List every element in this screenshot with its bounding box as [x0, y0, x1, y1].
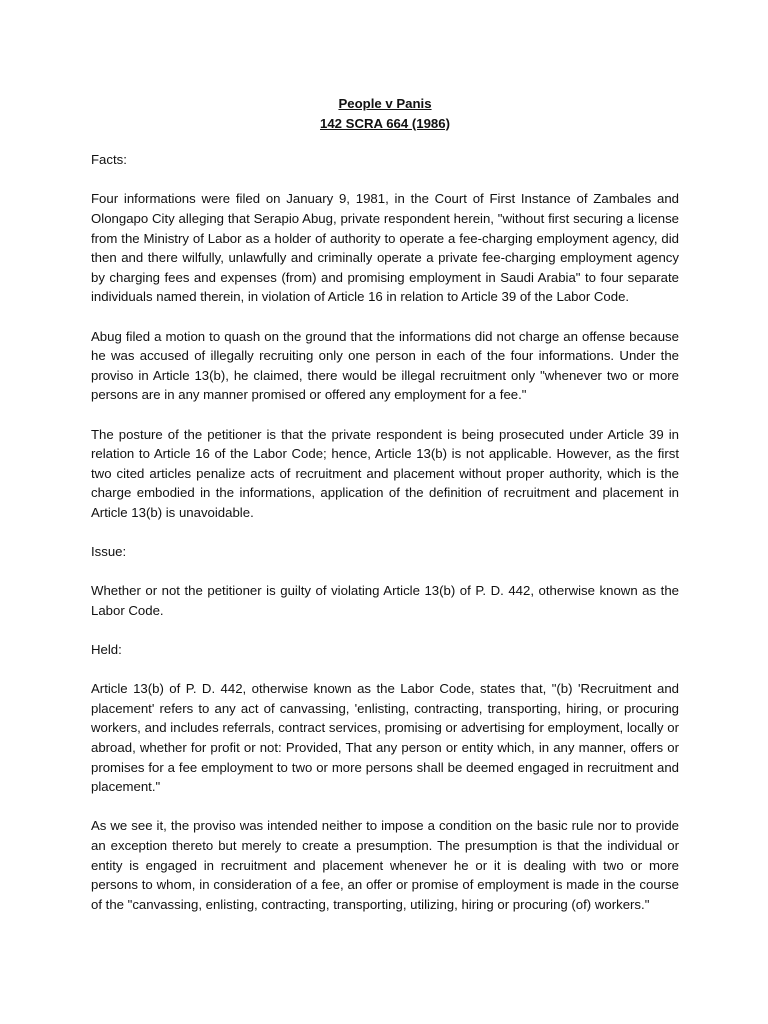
facts-label: Facts: — [91, 152, 127, 168]
held-paragraph-1: Article 13(b) of P. D. 442, otherwise known as the Labor Code, states that, "(b) 'Recruitment and placement' refers to any act of canvassing, 'enlisting, contracting, transporting, hiring, or procuring workers, and includes referrals, contract services, promising or advertising for employment, locally or abroad, whether for profit or not: Provided, That any person or entity which, in any manner, offers or promises for a fee employment to two or more persons shall be deemed engaged in recruitment and placement." — [91, 681, 679, 795]
document-page — [91, 94, 679, 934]
held-label: Held: — [91, 642, 122, 658]
held-paragraph-2: As we see it, the proviso was intended neither to impose a condition on the basic rule nor to provide an exception thereto but merely to create a presumption. The presumption is that the individual or entity is engaged in recruitment and placement whenever he or it is dealing with two or more persons to whom, in consideration of a fee, an offer or promise of employment is made in the course of the "canvassing, enlisting, contracting, transporting, utilizing, hiring or procuring (of) workers." — [91, 818, 679, 912]
issue-label: Issue: — [91, 544, 127, 560]
title-block — [91, 94, 679, 133]
facts-paragraph-1: Four informations were filed on January 9, 1981, in the Court of First Instance of Zambales and Olongapo City alleging that Serapio Abug, private respondent herein, "without first securing a license from the Ministry of Labor as a holder of authority to operate a fee-charging employment agency, did then and there wilfully, unlawfully and criminally operate a private fee-charging employment agency by charging fees and expenses (from) and promising employment in Saudi Arabia" to four separate individuals named therein, in violation of Article 16 in relation to Article 39 of the Labor Code. — [91, 191, 679, 305]
facts-paragraph-2: Abug filed a motion to quash on the ground that the informations did not charge an offense because he was accused of illegally recruiting only one person in each of the four informations. Under the proviso in Article 13(b), he claimed, there would be illegal recruitment only "whenever two or more persons are in any manner promised or offered any employment for a fee." — [91, 328, 679, 403]
case-title: People v Panis — [338, 96, 432, 111]
facts-paragraph-3: The posture of the petitioner is that the private respondent is being prosecuted under Article 39 in relation to Article 16 of the Labor Code; hence, Article 13(b) is not applicable. However, as the first two cited articles penalize acts of recruitment and placement without proper authority, which is the charge embodied in the informations, application of the definition of recruitment and placement in Article 13(b) is unavoidable. — [91, 426, 679, 520]
issue-paragraph: Whether or not the petitioner is guilty of violating Article 13(b) of P. D. 442, otherwise known as the Labor Code. — [91, 583, 679, 618]
case-citation: 142 SCRA 664 (1986) — [320, 115, 450, 131]
